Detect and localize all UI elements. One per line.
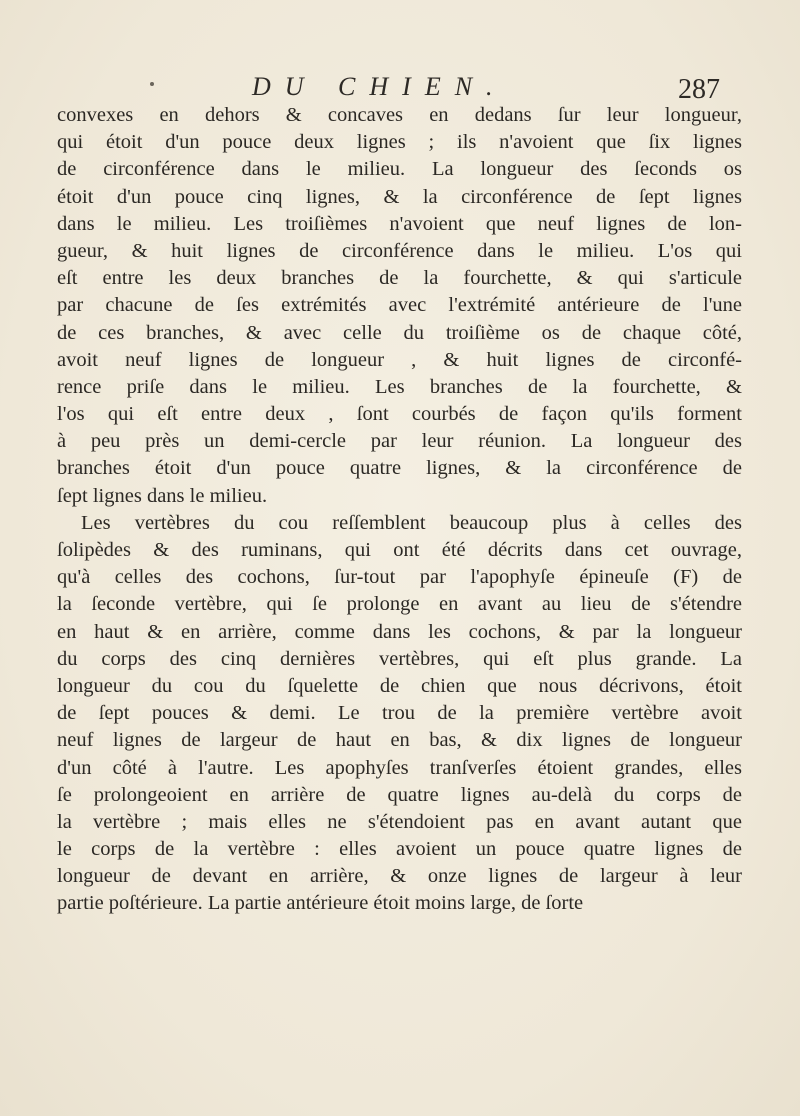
text-line: étoit d'un pouce cinq lignes, & la circonférence de ſept lignes <box>57 185 742 208</box>
running-head: DU CHIEN. <box>252 72 507 101</box>
text-line: l'os qui eſt entre deux , ſont courbés de façon qu'ils forment <box>57 403 742 426</box>
text-line: la ſeconde vertèbre, qui ſe prolonge en avant au lieu de s'étendre <box>57 593 742 616</box>
text-line: gueur, & huit lignes de circonférence dans le milieu. L'os qui <box>57 239 742 262</box>
text-line: dans le milieu. Les troiſièmes n'avoient que neuf lignes de lon- <box>57 212 742 235</box>
text-line: d'un côté à l'autre. Les apophyſes tranſverſes étoient grandes, elles <box>57 756 742 779</box>
paragraph-2 <box>57 510 742 918</box>
text-line: longueur de devant en arrière, & onze lignes de largeur à leur <box>57 865 742 888</box>
text-line: de circonférence dans le milieu. La longueur des ſeconds os <box>57 158 742 181</box>
text-line: de ſept pouces & demi. Le trou de la première vertèbre avoit <box>57 702 742 725</box>
text-line: qui étoit d'un pouce deux lignes ; ils n'avoient que ſix lignes <box>57 131 742 154</box>
text-line: partie poſtérieure. La partie antérieure étoit moins large, de ſorte <box>57 892 584 915</box>
text-line: rence priſe dans le milieu. Les branches de la fourchette, & <box>57 375 742 398</box>
text-line: avoit neuf lignes de longueur , & huit lignes de circonfé- <box>57 348 742 371</box>
text-line: Les vertèbres du cou reſſemblent beaucoup plus à celles des <box>81 511 742 534</box>
body-text <box>57 102 742 918</box>
text-line: eſt entre les deux branches de la fourchette, & qui s'articule <box>57 267 742 290</box>
text-line: neuf lignes de largeur de haut en bas, & dix lignes de longueur <box>57 729 742 752</box>
text-line: le corps de la vertèbre : elles avoient un pouce quatre lignes de <box>57 838 742 861</box>
text-line: par chacune de ſes extrémités avec l'extrémité antérieure de l'une <box>57 294 742 317</box>
text-line: de ces branches, & avec celle du troiſième os de chaque côté, <box>57 321 742 344</box>
text-line: ſept lignes dans le milieu. <box>57 484 268 507</box>
page-number: 287 <box>678 74 720 105</box>
text-line: la vertèbre ; mais elles ne s'étendoient pas en avant autant que <box>57 810 742 833</box>
text-line: ſe prolongeoient en arrière de quatre lignes au-delà du corps de <box>57 783 742 806</box>
paragraph-1 <box>57 102 742 510</box>
text-line: convexes en dehors & concaves en dedans ſur leur longueur, <box>57 104 742 126</box>
text-line: du corps des cinq dernières vertèbres, qui eſt plus grande. La <box>57 647 742 670</box>
text-line: à peu près un demi-cercle par leur réunion. La longueur des <box>57 430 742 453</box>
text-line: en haut & en arrière, comme dans les cochons, & par la longueur <box>57 620 742 643</box>
text-line: longueur du cou du ſquelette de chien que nous décrivons, étoit <box>57 674 742 697</box>
text-line: ſolipèdes & des ruminans, qui ont été décrits dans cet ouvrage, <box>57 539 742 561</box>
text-line: branches étoit d'un pouce quatre lignes, & la circonférence de <box>57 457 742 480</box>
text-line: qu'à celles des cochons, ſur-tout par l'apophyſe épineuſe (F) de <box>57 566 742 589</box>
